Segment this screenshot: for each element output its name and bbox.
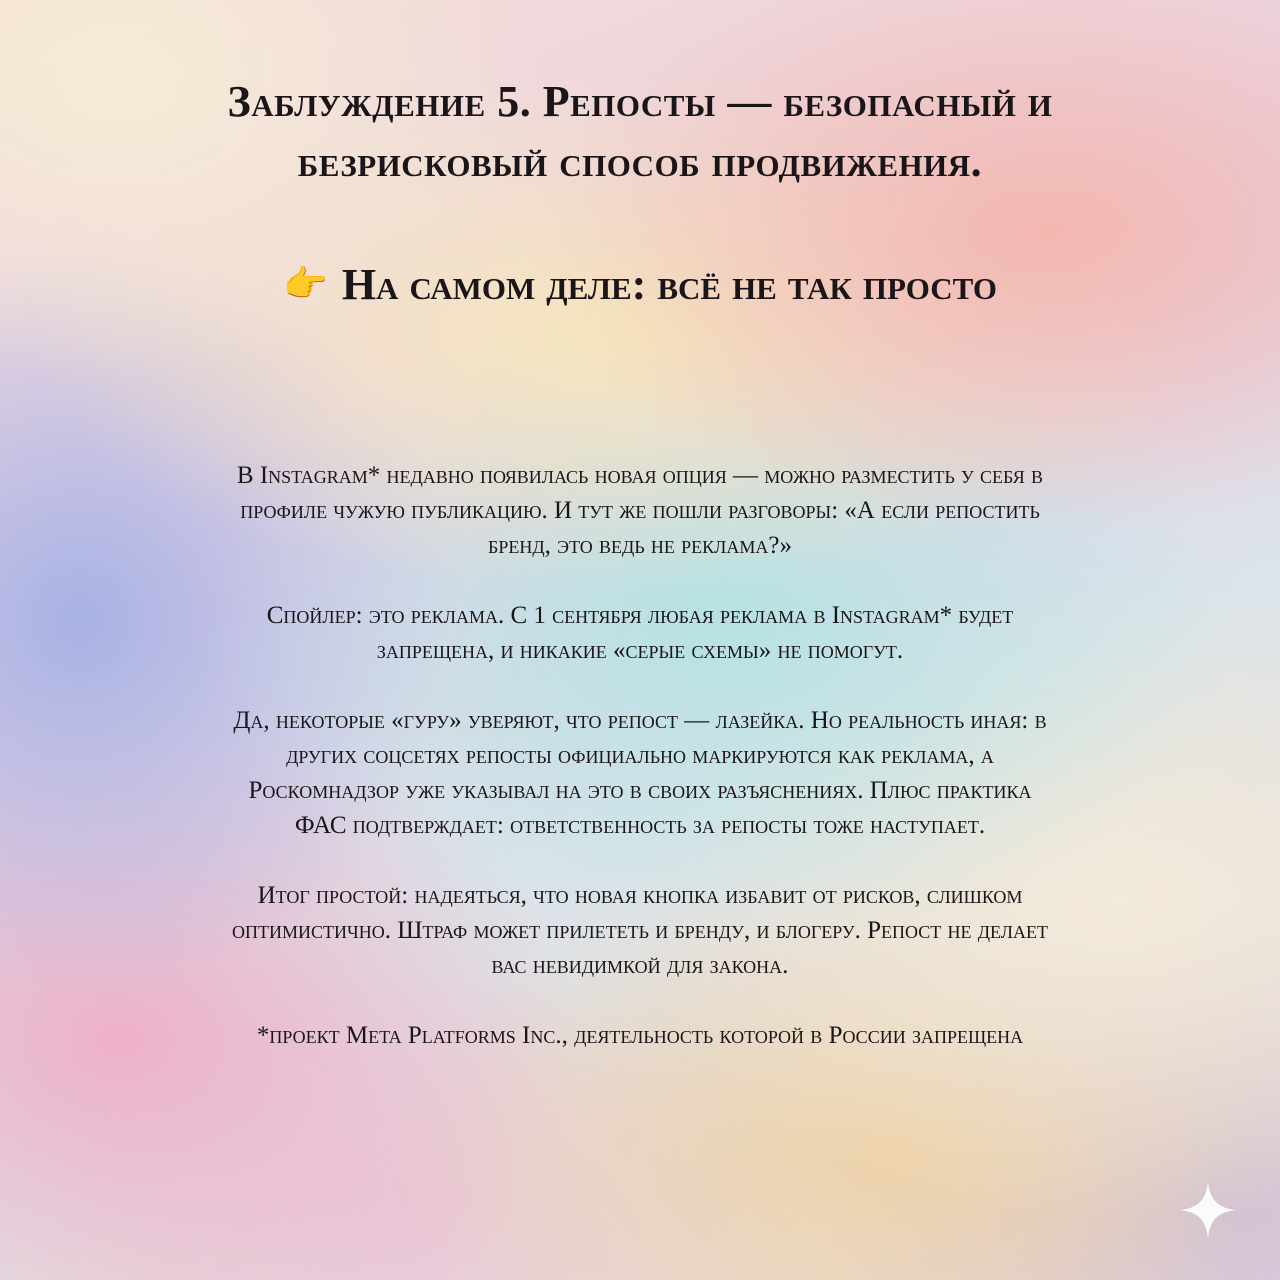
title-line: Заблуждение 5. Репосты — безопасный и [227,77,1053,126]
paragraph-intro [60,458,1220,563]
footnote [60,1018,1220,1053]
slide-title [0,72,1280,192]
paragraph-spoiler [60,598,1220,668]
pointing-right-hand-icon: 👉 [283,264,328,305]
title-line: безрисковый способ продвижения. [297,137,983,186]
paragraph-summary [60,878,1220,983]
text-line: Да, некоторые «гуру» уверяют, что репост — лазейка. Но реальность иная: в [233,707,1047,734]
text-line: Итог простой: надеяться, что новая кнопка избавит от рисков, слишком [257,882,1023,909]
text-line: В Instagram* недавно появилась новая опция — можно разместить у себя в [236,462,1044,489]
subtitle-text: На самом деле: всё не так просто [341,260,997,309]
text-line: Роскомнадзор уже указывал на это в своих разъяснениях. Плюс практика [248,777,1032,804]
text-line: профиле чужую публикацию. И тут же пошли разговоры: «А если репостить [240,497,1040,524]
text-line: оптимистично. Штраф может прилететь и бренду, и блогеру. Репост не делает [232,917,1048,944]
text-line: вас невидимкой для закона. [491,952,789,979]
sparkle-icon [1178,1180,1238,1240]
text-line: бренд, это ведь не реклама?» [488,532,792,559]
slide-subtitle [0,255,1280,315]
body-text [60,458,1220,1088]
text-line: запрещена, и никакие «серые схемы» не помогут. [376,637,904,664]
text-line: других соцсетях репосты официально маркируются как реклама, а [286,742,994,769]
text-line: *проект Meta Platforms Inc., деятельность которой в России запрещена [256,1022,1024,1049]
text-line: ФАС подтверждает: ответственность за репосты тоже наступает. [294,812,986,839]
text-line: Спойлер: это реклама. С 1 сентября любая реклама в Instagram* будет [266,602,1014,629]
paragraph-gurus [60,703,1220,843]
